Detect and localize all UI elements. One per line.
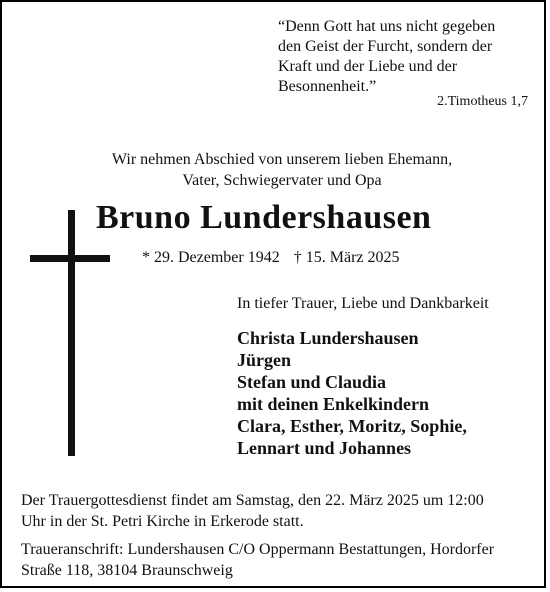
mourner-name: Jürgen [237, 350, 291, 370]
service-line: Der Trauergottesdienst findet am Samstag, den 22. März 2025 um 12:00 [21, 492, 484, 509]
cross-icon [68, 210, 75, 456]
quote-line: “Denn Gott hat uns nicht gegeben [278, 18, 496, 35]
mourning-intro: In tiefer Trauer, Liebe und Dankbarkeit [237, 295, 489, 312]
deceased-name: Bruno Lundershausen [96, 199, 432, 236]
address-line: Straße 118, 38104 Braunschweig [21, 562, 233, 579]
farewell-intro [62, 149, 502, 191]
address-line: Traueranschrift: Lundershausen C/O Oppermann Bestattungen, Hordorfer [21, 541, 495, 558]
life-dates [142, 249, 400, 267]
intro-line: Wir nehmen Abschied von unserem lieben Ehemann, [111, 151, 453, 168]
quote-line: den Geist der Furcht, sondern der [278, 38, 493, 55]
quote-reference: 2.Timotheus 1,7 [437, 94, 528, 109]
mourning-address [21, 539, 494, 581]
intro-line: Vater, Schwiegervater und Opa [182, 172, 382, 189]
cross-icon-bar [30, 255, 110, 262]
quote-line: Besonnenheit.” [278, 78, 377, 95]
quote-line: Kraft und der Liebe und der [278, 58, 458, 75]
mourner-name: Stefan und Claudia [237, 372, 387, 392]
mourner-name: Clara, Esther, Moritz, Sophie, [237, 416, 467, 436]
mourner-name: Christa Lundershausen [237, 328, 419, 348]
mourner-name: mit deinen Enkelkindern [237, 394, 430, 414]
mourners-list [237, 327, 467, 459]
service-line: Uhr in der St. Petri Kirche in Erkerode statt. [21, 513, 304, 530]
service-info [21, 490, 484, 532]
death-date: † 15. März 2025 [293, 249, 400, 266]
mourner-name: Lennart und Johannes [237, 438, 412, 458]
birth-date: * 29. Dezember 1942 [142, 249, 280, 266]
bible-quote [278, 17, 538, 97]
